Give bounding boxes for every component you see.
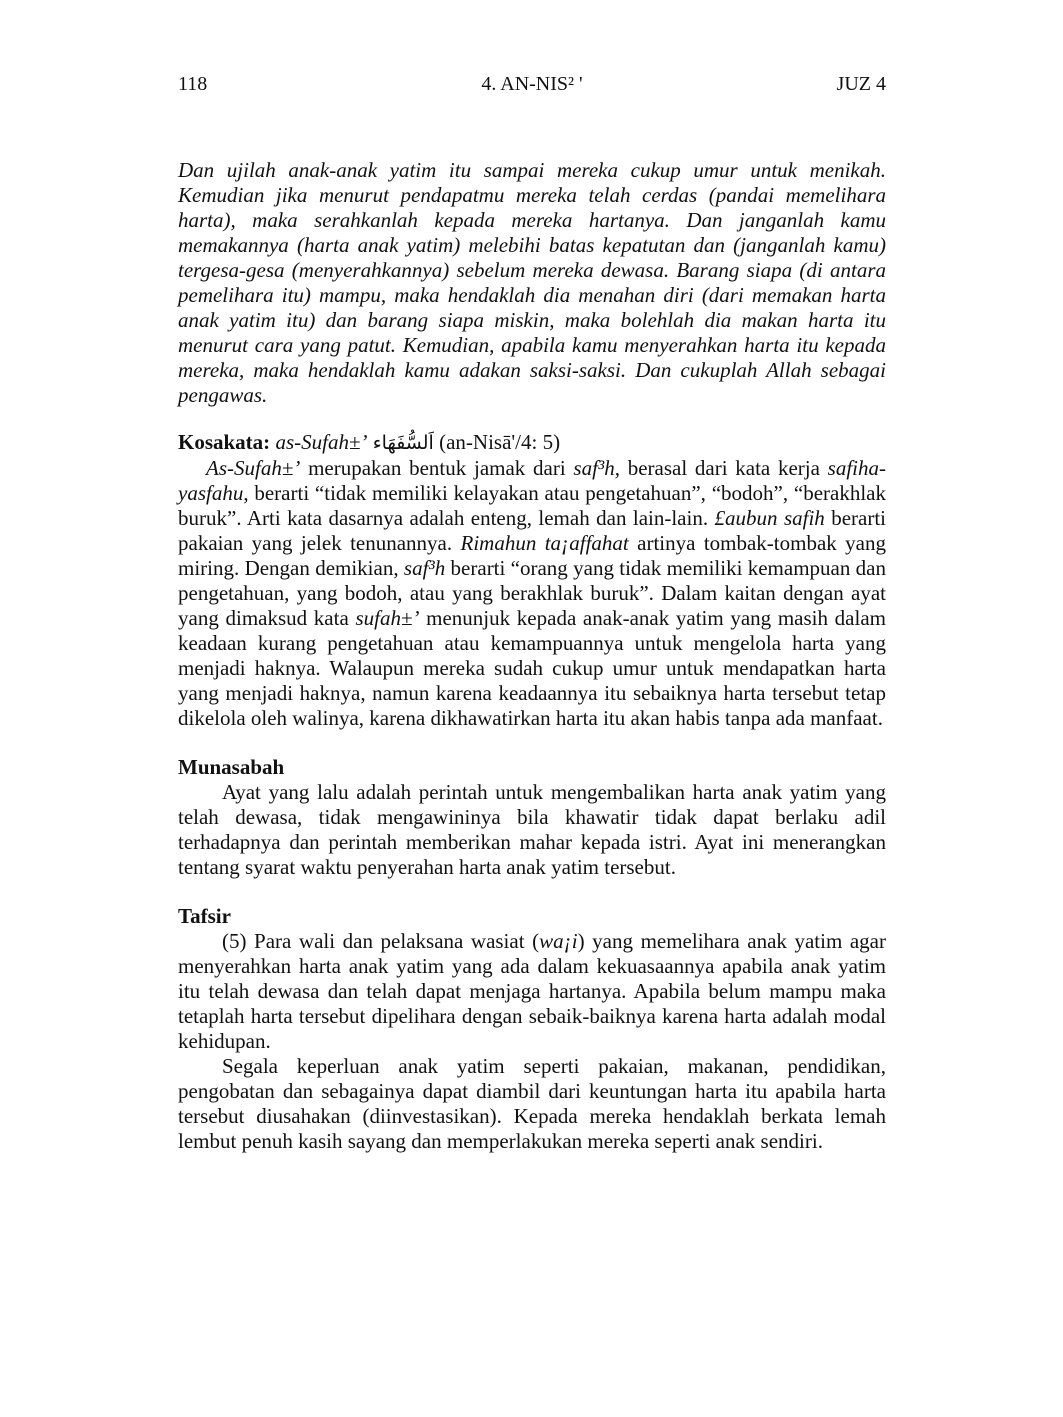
kosakata-text: berarti “orang yang tidak memiliki kemampuan dan pengetahuan, yang bodoh, atau yang berakhlak buruk”. Dalam kaitan dengan ayat yang dimaksud kata	[178, 556, 886, 630]
kosakata-arabic: اَلسُّفَهَاء	[372, 432, 434, 454]
tafsir-p1-term: wa¡i	[539, 929, 578, 953]
page-content	[178, 158, 886, 1154]
kosakata-text: , berarti “tidak memiliki kelayakan atau pengetahuan”, “bodoh”, “berakhlak buruk”. Arti kata dasarnya adalah enteng, lemah dan lain-lain.	[178, 481, 886, 530]
tafsir-p1-start: (5) Para wali dan pelaksana wasiat (	[222, 929, 540, 953]
kosakata-italic-term: saf³h,	[573, 456, 620, 480]
kosakata-paragraph	[178, 456, 886, 731]
kosakata-italic-term: As-Sufah±’	[206, 456, 301, 480]
juz-label: JUZ 4	[836, 73, 886, 95]
kosakata-italic-term: £aubun safih	[714, 506, 825, 530]
kosakata-italic-term: saf³h	[403, 556, 446, 580]
tafsir-heading: Tafsir	[178, 904, 231, 928]
kosakata-italic-term: safiha-yasfahu	[178, 456, 887, 505]
kosakata-text: artinya tombak-tombak yang miring. Dengan demikian,	[178, 531, 886, 580]
kosakata-text: berasal dari kata kerja	[619, 456, 828, 480]
kosakata-term: as-Sufah±’	[275, 430, 368, 454]
munasabah-paragraph: Ayat yang lalu adalah perintah untuk mengembalikan harta anak yatim yang telah dewasa, tidak mengawininya bila khawatir tidak dapat berlaku adil terhadapnya dan perintah memberikan mahar kepada istri. Ayat ini menerangkan tentang syarat waktu penyerahan harta anak yatim tersebut.	[178, 780, 886, 879]
verse-translation: Dan ujilah anak-anak yatim itu sampai mereka cukup umur untuk menikah. Kemudian jika menurut pendapatmu mereka telah cerdas (pandai memelihara harta), maka serahkanlah kepada mereka hartanya. Dan janganlah kamu memakannya (harta anak yatim) melebihi batas kepatutan dan (janganlah kamu) tergesa-gesa (menyerahkannya) sebelum mereka dewasa. Barang siapa (di antara pemelihara itu) mampu, maka hendaklah dia menahan diri (dari memakan harta anak yatim itu) dan barang siapa miskin, maka bolehlah dia makan harta itu menurut cara yang patut. Kemudian, apabila kamu menyerahkan harta itu kepada mereka, maka hendaklah kamu adakan saksi-saksi. Dan cukuplah Allah sebagai pengawas.	[178, 158, 886, 407]
kosakata-label: Kosakata:	[178, 430, 271, 454]
kosakata-reference: (an-Nisā'/4: 5)	[439, 430, 561, 454]
kosakata-italic-term: Rimahun ta¡affahat	[460, 531, 629, 555]
chapter-title: 4. AN-NIS² '	[481, 73, 583, 95]
tafsir-paragraph-2: Segala keperluan anak yatim seperti pakaian, makanan, pendidikan, pengobatan dan sebagainya dapat diambil dari keuntungan harta itu apabila harta tersebut diusahakan (diinvestasikan). Kepada mereka hendaklah berkata lemah lembut penuh kasih sayang dan memperlakukan mereka seperti anak sendiri.	[178, 1054, 886, 1153]
kosakata-italic-term: sufah±’	[355, 606, 420, 630]
kosakata-text: merupakan bentuk jamak dari	[300, 456, 574, 480]
munasabah-heading: Munasabah	[178, 755, 285, 779]
kosakata-text: berarti pakaian yang jelek tenunannya.	[178, 506, 886, 555]
kosakata-heading	[178, 430, 886, 456]
page-number: 118	[178, 73, 208, 95]
tafsir-paragraph-1	[178, 929, 886, 1054]
kosakata-text: menunjuk kepada anak-anak yatim yang masih dalam keadaan kurang pengetahuan atau kemampuannya untuk mengelola harta yang menjadi haknya. Walaupun mereka sudah cukup umur untuk mendapatkan harta yang menjadi haknya, namun karena keadaannya itu sebaiknya harta tersebut tetap dikelola oleh walinya, karena dikhawatirkan harta itu akan habis tanpa ada manfaat.	[178, 606, 886, 730]
tafsir-p1-rest: ) yang memelihara anak yatim agar menyerahkan harta anak yatim yang ada dalam kekuasaannya apabila anak yatim itu telah dewasa dan telah dapat menjaga hartanya. Apabila belum mampu maka tetaplah harta tersebut dipelihara dengan sebaik-baiknya karena harta adalah modal kehidupan.	[178, 929, 886, 1053]
